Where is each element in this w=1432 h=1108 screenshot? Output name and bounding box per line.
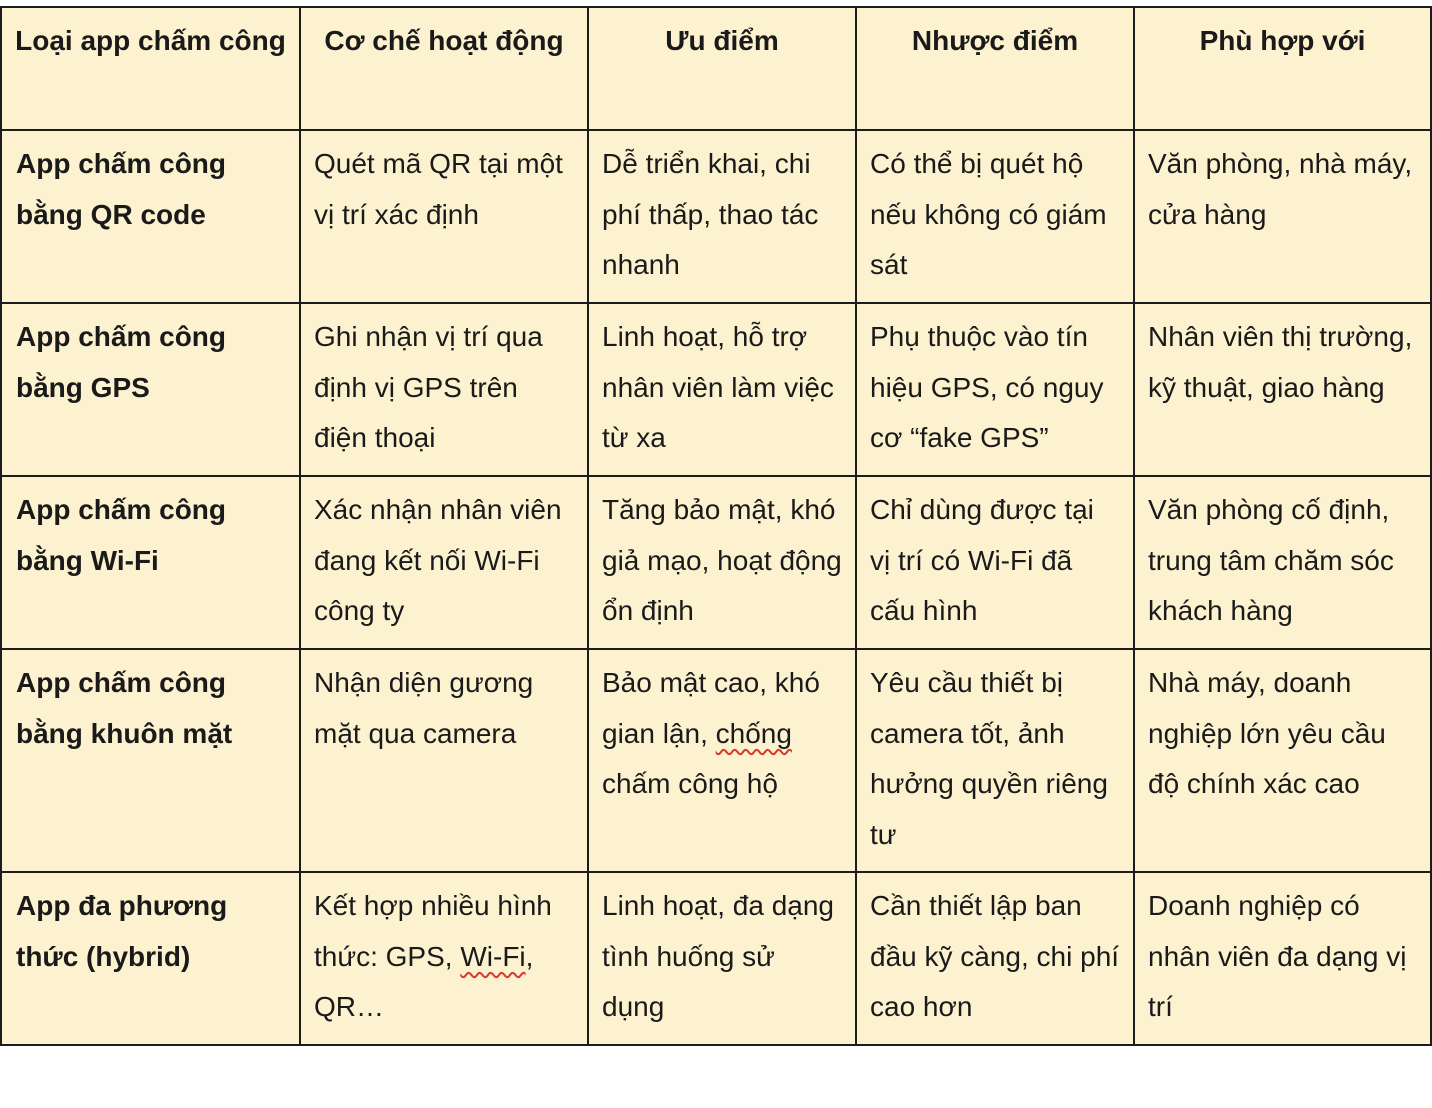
text-segment: Bảo mật cao, khó gian lận,	[602, 667, 820, 749]
table-row	[1, 649, 1431, 872]
cell-fit: Văn phòng cố định, trung tâm chăm sóc khách hàng	[1134, 476, 1431, 649]
cell-cons: Phụ thuộc vào tín hiệu GPS, có nguy cơ “fake GPS”	[856, 303, 1134, 476]
cell-fit: Nhà máy, doanh nghiệp lớn yêu cầu độ chính xác cao	[1134, 649, 1431, 872]
cell-mechanism	[300, 872, 588, 1045]
table-row	[1, 872, 1431, 1045]
cell-pros: Linh hoạt, đa dạng tình huống sử dụng	[588, 872, 856, 1045]
comparison-table	[0, 6, 1432, 1046]
header-mechanism: Cơ chế hoạt động	[300, 7, 588, 130]
cell-cons: Chỉ dùng được tại vị trí có Wi-Fi đã cấu hình	[856, 476, 1134, 649]
cell-pros: Linh hoạt, hỗ trợ nhân viên làm việc từ xa	[588, 303, 856, 476]
cell-fit: Văn phòng, nhà máy, cửa hàng	[1134, 130, 1431, 303]
spellcheck-word[interactable]: chống	[715, 717, 792, 749]
cell-fit: Doanh nghiệp có nhân viên đa dạng vị trí	[1134, 872, 1431, 1045]
cell-type: App chấm công bằng GPS	[1, 303, 300, 476]
text-segment: Kết hợp nhiều hình thức: GPS,	[314, 890, 552, 972]
cell-mechanism: Ghi nhận vị trí qua định vị GPS trên điện thoại	[300, 303, 588, 476]
cell-pros: Tăng bảo mật, khó giả mạo, hoạt động ổn định	[588, 476, 856, 649]
cell-type: App chấm công bằng Wi-Fi	[1, 476, 300, 649]
table-row	[1, 476, 1431, 649]
cell-type: App chấm công bằng QR code	[1, 130, 300, 303]
header-type: Loại app chấm công	[1, 7, 300, 130]
cell-mechanism: Xác nhận nhân viên đang kết nối Wi-Fi công ty	[300, 476, 588, 649]
cell-type: App đa phương thức (hybrid)	[1, 872, 300, 1045]
cell-pros	[588, 649, 856, 872]
text-segment: , QR…	[314, 940, 534, 1022]
spellcheck-word[interactable]: Wi-Fi	[460, 940, 526, 972]
cell-cons: Cần thiết lập ban đầu kỹ càng, chi phí cao hơn	[856, 872, 1134, 1045]
cell-cons: Có thể bị quét hộ nếu không có giám sát	[856, 130, 1134, 303]
cell-fit: Nhân viên thị trường, kỹ thuật, giao hàng	[1134, 303, 1431, 476]
header-pros: Ưu điểm	[588, 7, 856, 130]
text-segment: chấm công hộ	[602, 768, 778, 799]
table-row	[1, 130, 1431, 303]
table-row	[1, 303, 1431, 476]
cell-pros: Dễ triển khai, chi phí thấp, thao tác nhanh	[588, 130, 856, 303]
table-header-row	[1, 7, 1431, 130]
cell-mechanism: Quét mã QR tại một vị trí xác định	[300, 130, 588, 303]
header-cons: Nhược điểm	[856, 7, 1134, 130]
cell-mechanism: Nhận diện gương mặt qua camera	[300, 649, 588, 872]
cell-type: App chấm công bằng khuôn mặt	[1, 649, 300, 872]
header-fit: Phù hợp với	[1134, 7, 1431, 130]
cell-cons: Yêu cầu thiết bị camera tốt, ảnh hưởng quyền riêng tư	[856, 649, 1134, 872]
